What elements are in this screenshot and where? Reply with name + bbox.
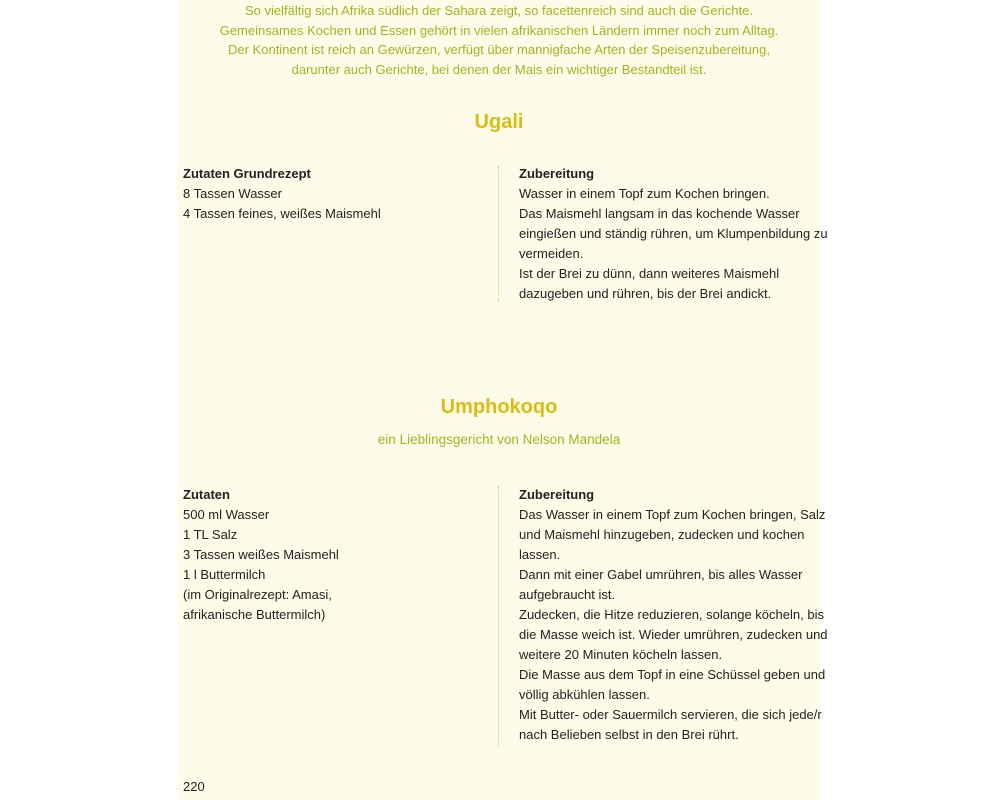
preparation-heading: Zubereitung: [519, 166, 595, 181]
ingredient-item: (im Originalrezept: Amasi,: [183, 587, 332, 602]
recipe-title-ugali: Ugali: [474, 111, 524, 133]
ugali-ingredients: [183, 164, 483, 224]
intro-line: Der Kontinent ist reich an Gewürzen, verfügt über mannigfache Arten der Speisenzubereitung,: [228, 42, 770, 57]
preparation-line: Dann mit einer Gabel umrühren, bis alles Wasser: [519, 567, 803, 582]
ingredient-item: 8 Tassen Wasser: [183, 186, 282, 201]
ingredient-item: 4 Tassen feines, weißes Maismehl: [183, 206, 381, 221]
ingredients-heading: Zutaten Grundrezept: [183, 166, 311, 181]
intro-paragraph: [178, 1, 820, 79]
preparation-line: Mit Butter- oder Sauermilch servieren, die sich jede/r: [519, 707, 822, 722]
intro-line: Gemeinsames Kochen und Essen gehört in vielen afrikanischen Ländern immer noch zum Alltag.: [219, 22, 779, 38]
ingredient-item: 1 TL Salz: [183, 527, 238, 542]
intro-line: darunter auch Gerichte, bei denen der Mais ein wichtiger Bestandteil ist.: [291, 61, 707, 77]
preparation-line: die Masse weich ist. Wieder umrühren, zudecken und: [519, 627, 828, 642]
book-page: [178, 0, 828, 800]
preparation-line: völlig abkühlen lassen.: [519, 687, 650, 702]
preparation-line: Die Masse aus dem Topf in eine Schüssel geben und: [519, 667, 826, 682]
ingredients-heading: Zutaten: [183, 487, 230, 502]
preparation-heading: Zubereitung: [519, 487, 595, 502]
ingredient-item: 500 ml Wasser: [183, 507, 270, 522]
preparation-line: eingießen und ständig rühren, um Klumpenbildung zu: [519, 226, 828, 241]
ingredient-item: 1 l Buttermilch: [183, 567, 266, 582]
preparation-line: Wasser in einem Topf zum Kochen bringen.: [519, 186, 770, 201]
ingredient-item: afrikanische Buttermilch): [183, 607, 326, 622]
umphokoqo-ingredients: [183, 485, 483, 625]
umphokoqo-preparation: [519, 485, 828, 745]
preparation-line: lassen.: [519, 547, 561, 562]
page-number: 220: [183, 779, 205, 794]
ingredient-item: 3 Tassen weißes Maismehl: [183, 547, 339, 562]
ugali-preparation: [519, 164, 828, 304]
preparation-line: dazugeben und rühren, bis der Brei andickt.: [519, 286, 772, 301]
preparation-line: aufgebraucht ist.: [519, 587, 616, 602]
preparation-line: Das Wasser in einem Topf zum Kochen bringen, Salz: [519, 507, 826, 522]
preparation-line: und Maismehl hinzugeben, zudecken und kochen: [519, 527, 805, 542]
preparation-line: vermeiden.: [519, 246, 584, 261]
intro-line: So vielfältig sich Afrika südlich der Sahara zeigt, so facettenreich sind auch die Gerichte.: [245, 3, 753, 18]
column-divider: [498, 486, 499, 746]
preparation-line: nach Belieben selbst in den Brei rührt.: [519, 727, 739, 742]
preparation-line: Ist der Brei zu dünn, dann weiteres Maismehl: [519, 266, 780, 281]
recipe-subtitle: ein Lieblingsgericht von Nelson Mandela: [377, 432, 621, 447]
preparation-line: Zudecken, die Hitze reduzieren, solange köcheln, bis: [519, 607, 824, 622]
recipe-title-umphokoqo: Umphokoqo: [440, 396, 558, 418]
preparation-line: weitere 20 Minuten köcheln lassen.: [519, 647, 723, 662]
preparation-line: Das Maismehl langsam in das kochende Wasser: [519, 206, 800, 221]
column-divider: [498, 166, 499, 302]
